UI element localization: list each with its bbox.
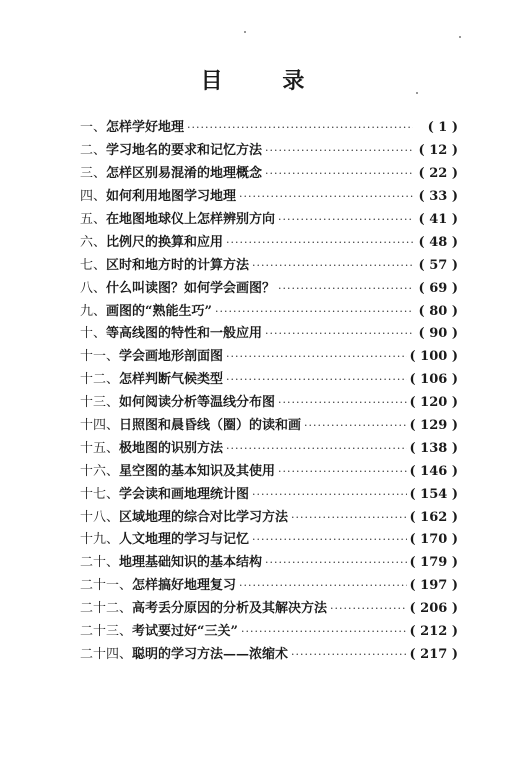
page-number: ( 90 ): [418, 326, 458, 342]
chapter-separator: 、: [93, 326, 107, 342]
toc-entry: [80, 575, 458, 598]
dot-leader: [265, 166, 413, 182]
toc-entry: [80, 163, 458, 186]
chapter-number: 三: [80, 166, 94, 182]
chapter-separator: 、: [106, 509, 120, 525]
chapter-separator: 、: [106, 372, 120, 388]
chapter-title: 学习地名的要求和记忆方法: [106, 143, 263, 159]
dot-leader: [278, 212, 413, 228]
chapter-separator: 、: [106, 440, 120, 456]
dot-leader: [252, 487, 406, 503]
dot-leader: [241, 624, 407, 640]
chapter-title: 考试要过好“三关”: [132, 624, 238, 640]
chapter-number: 二十四: [80, 646, 120, 662]
page-number: ( 120 ): [409, 395, 458, 411]
chapter-separator: 、: [93, 257, 107, 273]
dot-leader: [291, 510, 406, 526]
chapter-separator: 、: [119, 624, 133, 640]
toc-entry: [80, 369, 458, 392]
dot-leader: [265, 326, 413, 342]
chapter-title: 高考丢分原因的分析及其解决方法: [132, 601, 328, 617]
dot-leader: [265, 143, 413, 159]
page-number: ( 162 ): [409, 509, 458, 525]
chapter-number: 六: [80, 234, 94, 250]
toc-entry: [80, 300, 458, 323]
dot-leader: [265, 555, 406, 571]
toc-entry: [80, 460, 458, 483]
page-number: ( 197 ): [409, 578, 458, 594]
dot-leader: [304, 418, 406, 434]
toc-entry: [80, 277, 458, 300]
chapter-number: 二: [80, 143, 94, 159]
page-number: ( 12 ): [418, 143, 458, 159]
table-of-contents: [80, 117, 458, 666]
chapter-title: 在地图地球仪上怎样辨别方向: [106, 212, 276, 227]
toc-entry: [80, 392, 458, 415]
chapter-separator: 、: [93, 166, 107, 182]
chapter-title: 学会读和画地理统计图: [119, 486, 250, 502]
chapter-title: 什么叫读图？如何学会画图？: [106, 280, 276, 296]
chapter-number: 四: [80, 189, 94, 205]
toc-entry: [80, 437, 458, 460]
dot-leader: [226, 235, 413, 251]
chapter-separator: 、: [119, 601, 133, 617]
dot-leader: [278, 281, 413, 297]
speck: [244, 31, 246, 33]
chapter-title: 聪明的学习方法——浓缩术: [132, 646, 289, 662]
chapter-separator: 、: [106, 463, 120, 479]
page-number: ( 41 ): [418, 212, 458, 227]
chapter-separator: 、: [93, 280, 107, 296]
dot-leader: [278, 464, 406, 480]
toc-entry: [80, 506, 458, 529]
chapter-title: 怎样搞好地理复习: [132, 578, 237, 594]
toc-entry: [80, 415, 458, 438]
toc-entry: [80, 621, 458, 644]
page-number: ( 69 ): [418, 280, 458, 296]
chapter-number: 九: [80, 303, 94, 319]
chapter-number: 二十三: [80, 624, 120, 640]
page-number: ( 129 ): [409, 418, 458, 434]
chapter-number: 一: [80, 120, 94, 136]
chapter-separator: 、: [106, 349, 120, 365]
chapter-separator: 、: [93, 212, 107, 227]
page-number: ( 138 ): [409, 440, 458, 456]
chapter-title: 比例尺的换算和应用: [106, 234, 224, 250]
chapter-separator: 、: [106, 555, 120, 571]
dot-leader: [187, 120, 413, 136]
toc-entry: [80, 140, 458, 163]
chapter-number: 五: [80, 212, 94, 227]
toc-entry: [80, 231, 458, 254]
chapter-separator: 、: [106, 532, 120, 548]
page-number: ( 33 ): [418, 189, 458, 205]
dot-leader: [252, 532, 406, 548]
page-number: ( 217 ): [409, 646, 458, 662]
page-number: ( 48 ): [418, 234, 458, 250]
page-number: ( 100 ): [409, 349, 458, 365]
toc-entry: [80, 643, 458, 666]
chapter-title: 怎样判断气候类型: [119, 372, 224, 388]
dot-leader: [330, 601, 406, 617]
toc-entry: [80, 552, 458, 575]
chapter-separator: 、: [93, 303, 107, 319]
chapter-title: 如何阅读分析等温线分布图: [119, 395, 276, 411]
chapter-title: 人文地理的学习与记忆: [119, 532, 250, 548]
page-number: ( 106 ): [409, 372, 458, 388]
chapter-title: 画图的“熟能生巧”: [106, 303, 212, 319]
chapter-title: 区时和地方时的计算方法: [106, 257, 250, 273]
chapter-title: 区域地理的综合对比学习方法: [119, 509, 289, 525]
chapter-separator: 、: [119, 578, 133, 594]
chapter-title: 日照图和晨昏线（圈）的读和画: [119, 418, 302, 434]
dot-leader: [239, 578, 406, 594]
chapter-number: 十: [80, 326, 94, 342]
chapter-separator: 、: [106, 418, 120, 434]
page-title: 目 录: [200, 68, 331, 94]
chapter-separator: 、: [93, 189, 107, 205]
chapter-number: 十七: [80, 486, 107, 502]
chapter-number: 八: [80, 280, 94, 296]
chapter-title: 地理基础知识的基本结构: [119, 555, 263, 571]
toc-entry: [80, 323, 458, 346]
chapter-number: 十八: [80, 509, 107, 525]
chapter-title: 怎样区别易混淆的地理概念: [106, 166, 263, 182]
chapter-separator: 、: [106, 486, 120, 502]
page-number: ( 146 ): [409, 463, 458, 479]
dot-leader: [252, 258, 413, 274]
chapter-title: 如何利用地图学习地理: [106, 189, 237, 205]
chapter-number: 十五: [80, 440, 107, 456]
chapter-title: 极地图的识别方法: [119, 440, 224, 456]
dot-leader: [226, 349, 406, 365]
chapter-number: 十二: [80, 372, 107, 388]
page-number: ( 206 ): [409, 601, 458, 617]
speck: [459, 36, 461, 38]
toc-entry: [80, 186, 458, 209]
chapter-number: 二十二: [80, 601, 120, 617]
dot-leader: [226, 372, 406, 388]
toc-entry: [80, 598, 458, 621]
chapter-number: 十四: [80, 418, 107, 434]
chapter-separator: 、: [119, 646, 133, 662]
chapter-separator: 、: [93, 120, 107, 136]
chapter-separator: 、: [93, 143, 107, 159]
dot-leader: [226, 441, 406, 457]
chapter-number: 十一: [80, 349, 107, 365]
toc-entry: [80, 117, 458, 140]
dot-leader: [291, 647, 406, 663]
chapter-separator: 、: [93, 234, 107, 250]
chapter-title: 等高线图的特性和一般应用: [106, 326, 263, 342]
dot-leader: [215, 304, 413, 320]
chapter-title: 学会画地形剖面图: [119, 349, 224, 365]
chapter-number: 十三: [80, 395, 107, 411]
page-number: ( 1 ): [427, 120, 458, 136]
chapter-title: 怎样学好地理: [106, 120, 185, 136]
toc-entry: [80, 529, 458, 552]
chapter-number: 七: [80, 257, 94, 273]
toc-entry: [80, 209, 458, 232]
chapter-number: 十六: [80, 463, 107, 479]
toc-entry: [80, 483, 458, 506]
chapter-number: 十九: [80, 532, 107, 548]
page-number: ( 80 ): [418, 303, 458, 319]
chapter-number: 二十: [80, 555, 107, 571]
toc-entry: [80, 346, 458, 369]
page-number: ( 22 ): [418, 166, 458, 182]
toc-entry: [80, 254, 458, 277]
chapter-number: 二十一: [80, 578, 120, 594]
dot-leader: [278, 395, 406, 411]
page-number: ( 170 ): [409, 532, 458, 548]
page-number: ( 212 ): [409, 624, 458, 640]
chapter-separator: 、: [106, 395, 120, 411]
dot-leader: [239, 189, 413, 205]
page-number: ( 154 ): [409, 486, 458, 502]
chapter-title: 星空图的基本知识及其使用: [119, 463, 276, 479]
page-number: ( 57 ): [418, 257, 458, 273]
page-number: ( 179 ): [409, 555, 458, 571]
